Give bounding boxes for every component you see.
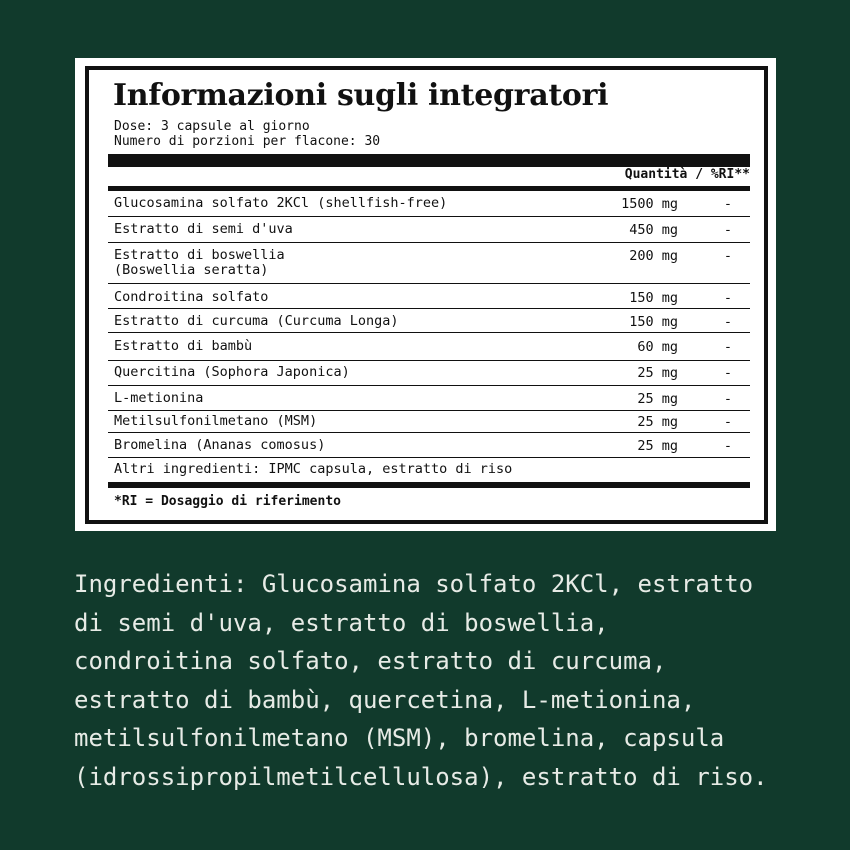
nutrient-ri: - <box>723 414 732 430</box>
nutrient-quantity: 25 mg <box>637 391 678 407</box>
nutrient-ri: - <box>723 339 732 355</box>
row-divider <box>108 385 750 386</box>
ri-footnote: *RI = Dosaggio di riferimento <box>114 494 341 509</box>
nutrient-name: L-metionina <box>114 390 204 406</box>
nutrient-quantity: 150 mg <box>629 314 678 330</box>
row-divider <box>108 432 750 433</box>
quantity-ri-header: Quantità / %RI** <box>624 167 750 182</box>
nutrient-name: Estratto di semi d'uva <box>114 221 293 237</box>
supplement-facts-frame <box>85 66 768 524</box>
nutrient-quantity: 25 mg <box>637 365 678 381</box>
nutrient-quantity: 25 mg <box>637 438 678 454</box>
nutrient-ri: - <box>723 248 732 264</box>
row-divider <box>108 410 750 411</box>
nutrient-quantity: 200 mg <box>629 248 678 264</box>
nutrient-quantity: 1500 mg <box>621 196 678 212</box>
row-divider <box>108 360 750 361</box>
other-ingredients: Altri ingredienti: IPMC capsula, estratto di riso <box>114 461 513 477</box>
footer-divider <box>108 482 750 488</box>
nutrient-name: Glucosamina solfato 2KCl (shellfish-free) <box>114 195 448 211</box>
nutrient-name: Bromelina (Ananas comosus) <box>114 437 326 453</box>
nutrient-name: Estratto di curcuma (Curcuma Longa) <box>114 313 399 329</box>
nutrient-name: Estratto di bambù <box>114 338 253 354</box>
row-divider <box>108 308 750 309</box>
nutrient-ri: - <box>723 290 732 306</box>
ingredients-paragraph: Ingredienti: Glucosamina solfato 2KCl, estratto di semi d'uva, estratto di boswellia, condroitina solfato, estratto di curcuma, estratto di bambù, quercetina, L-metionina, metilsulfonilmetano (MSM), bromelina, capsula (idrossipropilmetilcellulosa), estratto di riso. <box>74 570 768 791</box>
nutrient-name: Quercitina (Sophora Japonica) <box>114 364 350 380</box>
row-divider <box>108 283 750 284</box>
row-divider <box>108 332 750 333</box>
row-divider <box>108 242 750 243</box>
table-top-divider <box>108 186 750 191</box>
nutrient-name: Metilsulfonilmetano (MSM) <box>114 413 318 429</box>
dose-text: Dose: 3 capsule al giorno <box>114 119 310 134</box>
nutrient-ri: - <box>723 438 732 454</box>
nutrient-ri: - <box>723 365 732 381</box>
nutrient-quantity: 450 mg <box>629 222 678 238</box>
row-divider <box>108 216 750 217</box>
nutrient-ri: - <box>723 222 732 238</box>
nutrient-ri: - <box>723 391 732 407</box>
nutrient-name: Condroitina solfato <box>114 289 269 305</box>
row-divider <box>108 457 750 458</box>
label-title: Informazioni sugli integratori <box>113 78 609 113</box>
nutrient-ri: - <box>723 314 732 330</box>
nutrient-quantity: 150 mg <box>629 290 678 306</box>
nutrient-name: Estratto di boswellia (Boswellia seratta) <box>114 247 285 278</box>
nutrient-ri: - <box>723 196 732 212</box>
header-divider <box>108 154 750 167</box>
nutrient-quantity: 60 mg <box>637 339 678 355</box>
servings-text: Numero di porzioni per flacone: 30 <box>114 134 381 149</box>
nutrient-quantity: 25 mg <box>637 414 678 430</box>
